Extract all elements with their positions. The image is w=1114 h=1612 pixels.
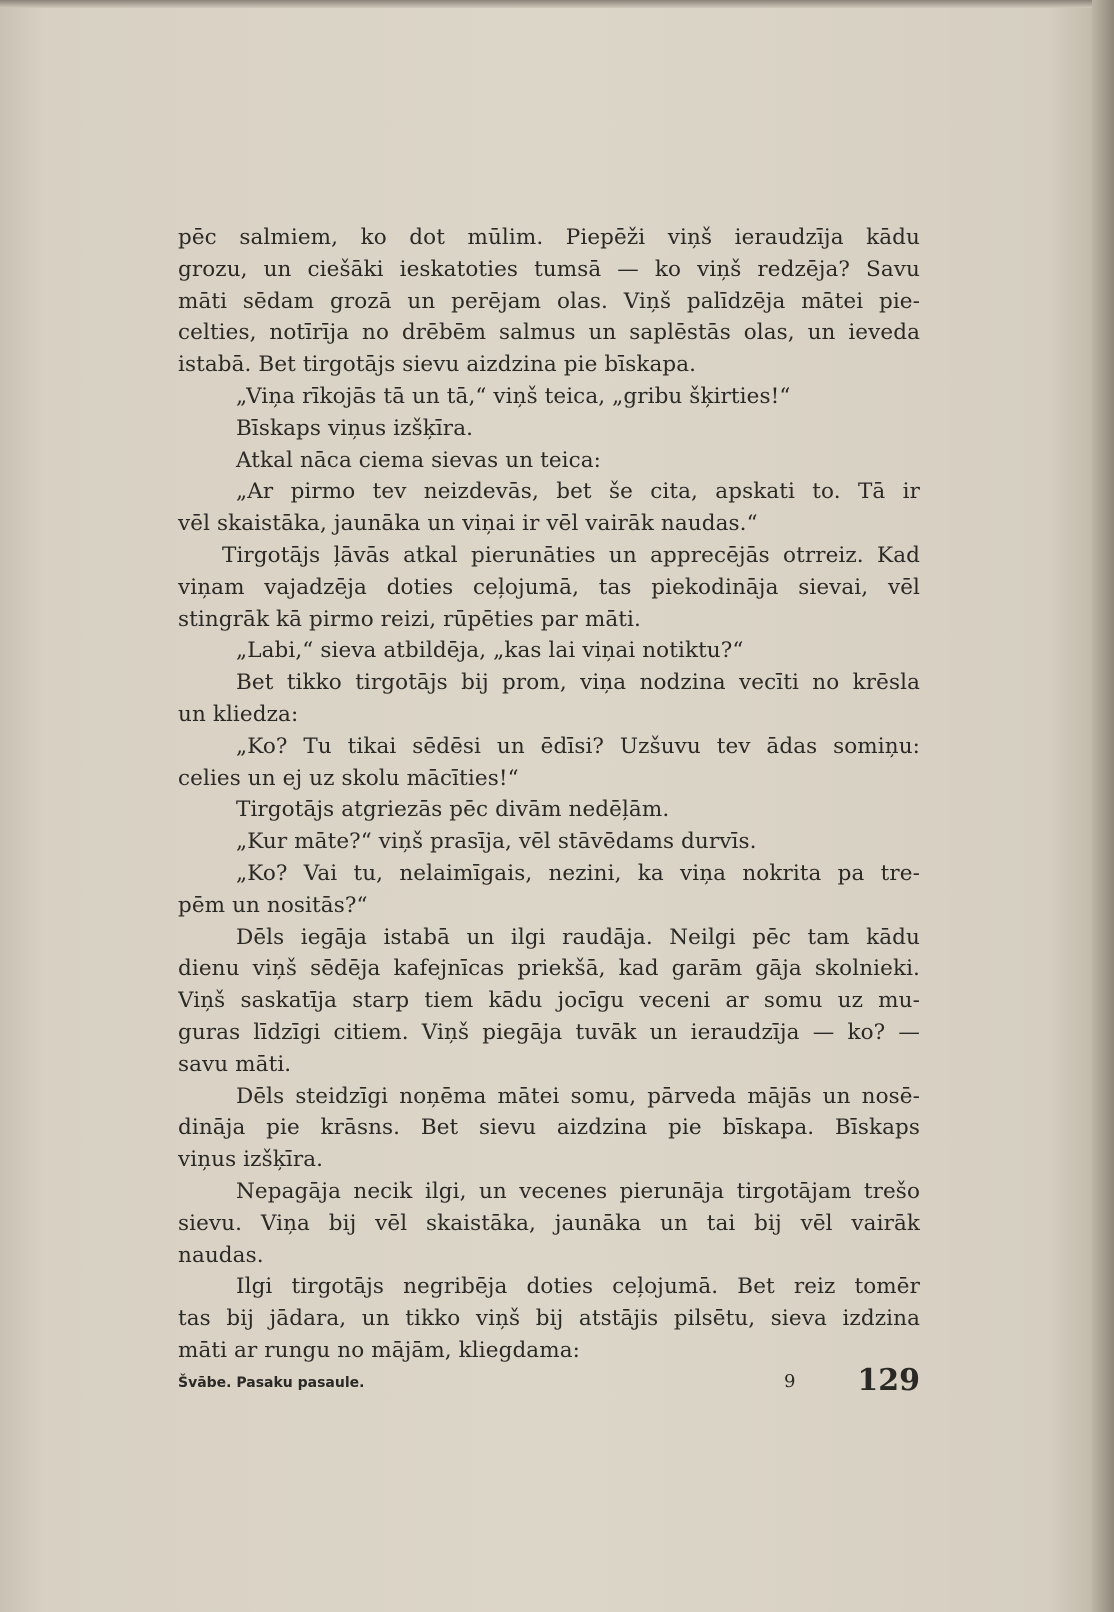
text-line: Dēls iegāja istabā un ilgi raudāja. Neilgi pēc tam kādu — [236, 924, 920, 950]
text-line: tas bij jādara, un tikko viņš bij atstājis pilsētu, sieva izdzina — [178, 1306, 920, 1332]
text-line: „Ar pirmo tev neizdevās, bet še cita, apskati to. Tā ir — [236, 479, 920, 505]
paragraph — [178, 381, 920, 413]
text-line: Dēls steidzīgi noņēma mātei somu, pārveda mājās un nosē- — [236, 1083, 920, 1109]
page-binding-edge — [1092, 0, 1114, 1612]
paragraph — [178, 826, 920, 858]
paragraph — [178, 1176, 920, 1271]
text-line: stingrāk kā pirmo reizi, rūpēties par māti. — [178, 606, 641, 632]
text-line: un kliedza: — [178, 701, 299, 727]
text-line: „Ko? Vai tu, nelaimīgais, nezini, ka viņa nokrita pa tre- — [236, 860, 920, 886]
text-line: pēc salmiem, ko dot mūlim. Piepēži viņš ieraudzīja kādu — [178, 225, 920, 250]
paragraph — [178, 731, 920, 795]
text-line: savu māti. — [178, 1051, 292, 1077]
paragraph — [178, 794, 920, 826]
text-line: Viņš saskatīja starp tiem kādu jocīgu veceni ar somu uz mu- — [178, 988, 920, 1014]
text-line: „Labi,“ sieva atbildēja, „kas lai viņai notiktu?“ — [236, 638, 744, 664]
text-line: Tirgotājs atgriezās pēc divām nedēļām. — [236, 797, 670, 823]
text-line: naudas. — [178, 1242, 264, 1268]
body-text — [178, 222, 920, 1367]
text-line: pēm un nositās?“ — [178, 892, 368, 918]
text-line: dināja pie krāsns. Bet sievu aizdzina pie bīskapa. Bīskaps — [178, 1115, 920, 1141]
text-line: viņus izšķīra. — [178, 1147, 324, 1173]
paragraph — [178, 540, 920, 635]
text-line: dienu viņš sēdēja kafejnīcas priekšā, kad garām gāja skolnieki. — [178, 956, 920, 982]
text-line: Bīskaps viņus izšķīra. — [236, 415, 474, 441]
paragraph — [178, 922, 920, 1081]
paragraph — [178, 413, 920, 445]
text-line: „Kur māte?“ viņš prasīja, vēl stāvēdams durvīs. — [236, 829, 757, 855]
paragraph — [178, 1271, 920, 1366]
footer-source: Švābe. Pasaku pasaule. — [178, 1375, 365, 1391]
text-line: celies un ej uz skolu mācīties!“ — [178, 765, 519, 791]
text-line: Bet tikko tirgotājs bij prom, viņa nodzina vecīti no krēsla — [236, 670, 920, 696]
text-line: grozu, un ciešāki ieskatoties tumsā — ko viņš redzēja? Savu — [178, 256, 920, 282]
text-line: Tirgotājs ļāvās atkal pierunāties un apprecējās otrreiz. Kad — [222, 542, 920, 568]
paragraph — [178, 667, 920, 731]
text-line: „Viņa rīkojās tā un tā,“ viņš teica, „gribu šķirties!“ — [236, 383, 791, 409]
text-line: viņam vajadzēja doties ceļojumā, tas piekodināja sievai, vēl — [178, 574, 920, 600]
paragraph — [178, 222, 920, 381]
text-line: Ilgi tirgotājs negribēja doties ceļojumā. Bet reiz tomēr — [236, 1274, 920, 1300]
page-top-edge — [0, 0, 1114, 8]
text-line: māti sēdam grozā un perējam olas. Viņš palīdzēja mātei pie- — [178, 288, 920, 314]
paragraph — [178, 1081, 920, 1176]
text-line: Atkal nāca ciema sievas un teica: — [236, 447, 602, 473]
page-number: 129 — [857, 1363, 920, 1398]
paragraph — [178, 445, 920, 477]
page-footer — [178, 1363, 920, 1407]
text-line: māti ar rungu no mājām, kliegdama: — [178, 1337, 580, 1363]
text-line: „Ko? Tu tikai sēdēsi un ēdīsi? Uzšuvu tev ādas somiņu: — [236, 733, 920, 759]
paragraph — [178, 858, 920, 922]
text-line: guras līdzīgi citiem. Viņš piegāja tuvāk un ieraudzīja — ko? — — [178, 1019, 920, 1045]
text-line: Nepagāja necik ilgi, un vecenes pierunāja tirgotājam trešo — [236, 1178, 920, 1204]
text-line: istabā. Bet tirgotājs sievu aizdzina pie bīskapa. — [178, 352, 697, 378]
paragraph — [178, 476, 920, 540]
paragraph — [178, 635, 920, 667]
signature-mark: 9 — [784, 1371, 796, 1392]
text-line: celties, notīrīja no drēbēm salmus un saplēstās olas, un ieveda — [178, 320, 920, 346]
text-line: vēl skaistāka, jaunāka un viņai ir vēl vairāk naudas.“ — [178, 511, 758, 537]
text-line: sievu. Viņa bij vēl skaistāka, jaunāka un tai bij vēl vairāk — [178, 1210, 920, 1236]
